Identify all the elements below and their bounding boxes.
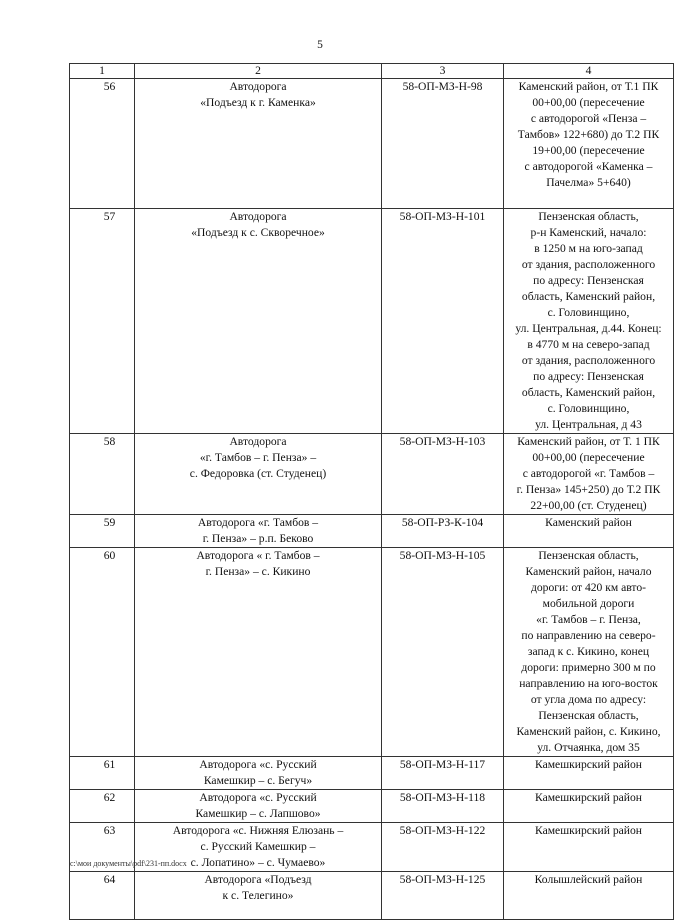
road-name: Автодорога «Подъезд к г. Каменка»	[135, 79, 382, 209]
road-name: Автодорога «Подъезд к с. Скворечное»	[135, 209, 382, 434]
table-row	[70, 434, 674, 515]
road-location: Камешкирский район	[504, 823, 674, 872]
road-name: Автодорога «г. Тамбов – г. Пенза» – р.п. Беково	[135, 515, 382, 548]
road-name: Автодорога « г. Тамбов – г. Пенза» – с. Кикино	[135, 548, 382, 757]
road-location: Колышлейский район	[504, 872, 674, 920]
table-row	[70, 757, 674, 790]
row-number: 62	[70, 790, 135, 823]
road-code: 58-ОП-МЗ-Н-122	[382, 823, 504, 872]
road-location: Каменский район, от Т.1 ПК 00+00,00 (пересечение с автодорогой «Пенза – Тамбов» 122+680) до Т.2 ПК 19+00,00 (пересечение с автодорогой «Каменка – Пачелма» 5+640)	[504, 79, 674, 209]
table-header-row	[70, 64, 674, 79]
row-number: 64	[70, 872, 135, 920]
road-location: Пензенская область, р-н Каменский, начало: в 1250 м на юго-запад от здания, расположенного по адресу: Пензенская область, Каменский район, с. Головинщино, ул. Центральная, д.44. Конец: в 4770 м на северо-запад от здания, расположенного по адресу: Пензенская область, Каменский район, с. Головинщино, ул. Центральная, д 43	[504, 209, 674, 434]
road-name: Автодорога «г. Тамбов – г. Пенза» – с. Федоровка (ст. Студенец)	[135, 434, 382, 515]
table-row	[70, 515, 674, 548]
document-path-footer: c:\мои документы\pdf\231-пп.docx	[70, 859, 187, 868]
column-header-4: 4	[504, 64, 674, 79]
row-number: 61	[70, 757, 135, 790]
road-name: Автодорога «с. Русский Камешкир – с. Лапшово»	[135, 790, 382, 823]
row-number: 58	[70, 434, 135, 515]
road-code: 58-ОП-МЗ-Н-125	[382, 872, 504, 920]
row-number: 56	[70, 79, 135, 209]
table-row	[70, 548, 674, 757]
table-row	[70, 79, 674, 209]
road-code: 58-ОП-МЗ-Н-98	[382, 79, 504, 209]
roads-table	[69, 63, 674, 920]
table-row	[70, 872, 674, 920]
road-name: Автодорога «с. Нижняя Елюзань – с. Русский Камешкир – с. Лопатино» – с. Чумаево»	[135, 823, 382, 872]
road-location: Каменский район	[504, 515, 674, 548]
road-code: 58-ОП-МЗ-Н-117	[382, 757, 504, 790]
road-code: 58-ОП-МЗ-Н-105	[382, 548, 504, 757]
row-number: 57	[70, 209, 135, 434]
road-location: Камешкирский район	[504, 757, 674, 790]
column-header-3: 3	[382, 64, 504, 79]
road-name: Автодорога «Подъезд к с. Телегино»	[135, 872, 382, 920]
column-header-1: 1	[70, 64, 135, 79]
road-code: 58-ОП-МЗ-Н-118	[382, 790, 504, 823]
road-location: Камешкирский район	[504, 790, 674, 823]
road-code: 58-ОП-МЗ-Н-103	[382, 434, 504, 515]
table-row	[70, 209, 674, 434]
row-number: 60	[70, 548, 135, 757]
road-name: Автодорога «с. Русский Камешкир – с. Бегуч»	[135, 757, 382, 790]
road-code: 58-ОП-РЗ-К-104	[382, 515, 504, 548]
road-location: Пензенская область, Каменский район, начало дороги: от 420 км авто- мобильной дороги «г. Тамбов – г. Пенза, по направлению на северо- запад к с. Кикино, конец дороги: примерно 300 м по направлению на юго-восток от угла дома по адресу: Пензенская область, Каменский район, с. Кикино, ул. Отчаянка, дом 35	[504, 548, 674, 757]
column-header-2: 2	[135, 64, 382, 79]
road-code: 58-ОП-МЗ-Н-101	[382, 209, 504, 434]
row-number: 63	[70, 823, 135, 872]
page-number: 5	[317, 39, 323, 51]
row-number: 59	[70, 515, 135, 548]
road-location: Каменский район, от Т. 1 ПК 00+00,00 (пересечение с автодорогой «г. Тамбов – г. Пенза» 145+250) до Т.2 ПК 22+00,00 (ст. Студенец)	[504, 434, 674, 515]
table-row	[70, 790, 674, 823]
